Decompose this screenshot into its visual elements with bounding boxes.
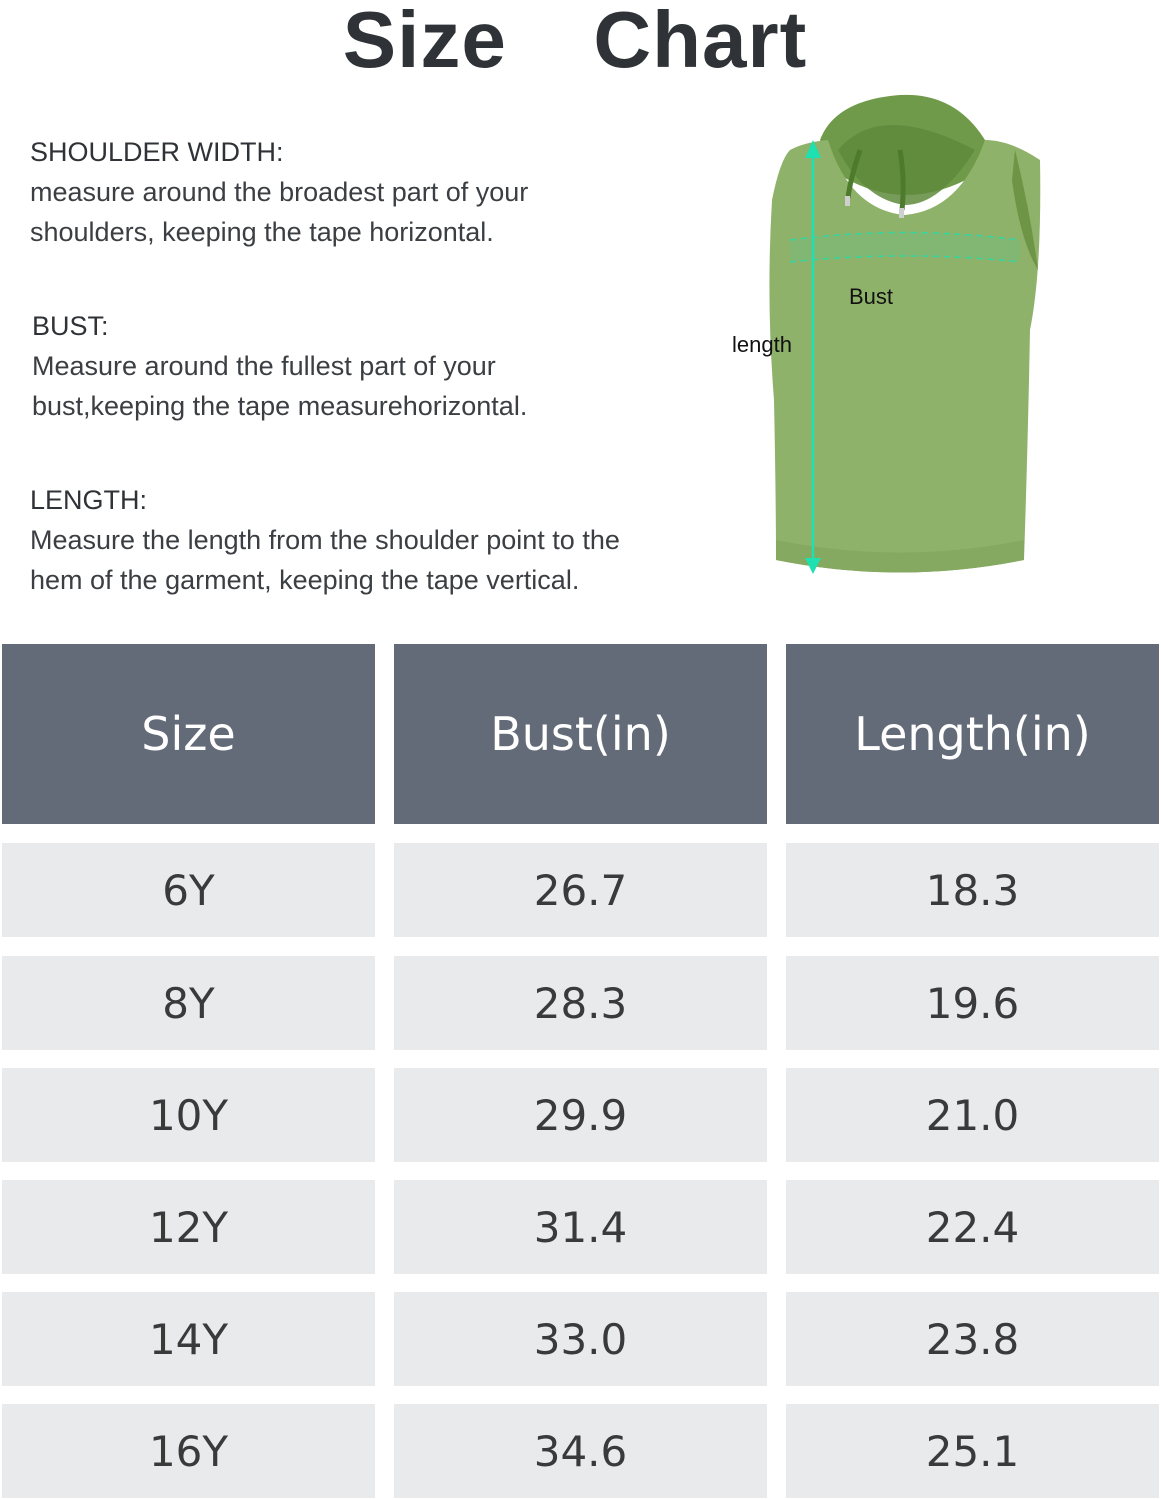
cell-bust: 31.4	[394, 1180, 767, 1274]
cell-size: 6Y	[2, 843, 375, 937]
bust-heading: BUST:	[32, 311, 109, 341]
bust-label: Bust	[849, 284, 894, 309]
length-label: length	[732, 332, 792, 357]
length-heading: LENGTH:	[30, 485, 148, 515]
cell-length: 21.0	[786, 1068, 1159, 1162]
shoulder-width-text-line-1: measure around the broadest part of your	[30, 177, 529, 207]
page-title: Size Chart	[342, 0, 808, 84]
length-text-line-2: hem of the garment, keeping the tape vertical.	[30, 565, 580, 595]
bust-text-line-2: bust,keeping the tape measurehorizontal.	[32, 391, 528, 421]
cell-length: 18.3	[786, 843, 1159, 937]
cell-size: 12Y	[2, 1180, 375, 1274]
bust-instruction	[32, 306, 712, 426]
shoulder-width-heading: SHOULDER WIDTH:	[30, 137, 284, 167]
length-instruction	[30, 480, 710, 600]
cell-bust: 34.6	[394, 1404, 767, 1498]
cell-size: 10Y	[2, 1068, 375, 1162]
cell-bust: 28.3	[394, 956, 767, 1050]
cell-size: 8Y	[2, 956, 375, 1050]
length-text-line-1: Measure the length from the shoulder point to the	[30, 525, 620, 555]
header-bust: Bust(in)	[394, 644, 767, 824]
cell-bust: 26.7	[394, 843, 767, 937]
cell-size: 16Y	[2, 1404, 375, 1498]
cell-size: 14Y	[2, 1292, 375, 1386]
header-length: Length(in)	[786, 644, 1159, 824]
cell-length: 22.4	[786, 1180, 1159, 1274]
cell-bust: 29.9	[394, 1068, 767, 1162]
cell-length: 19.6	[786, 956, 1159, 1050]
header-size: Size	[2, 644, 375, 824]
shoulder-width-instruction	[30, 132, 710, 252]
cell-bust: 33.0	[394, 1292, 767, 1386]
bust-text-line-1: Measure around the fullest part of your	[32, 351, 496, 381]
cell-length: 23.8	[786, 1292, 1159, 1386]
cell-length: 25.1	[786, 1404, 1159, 1498]
shoulder-width-text-line-2: shoulders, keeping the tape horizontal.	[30, 217, 494, 247]
